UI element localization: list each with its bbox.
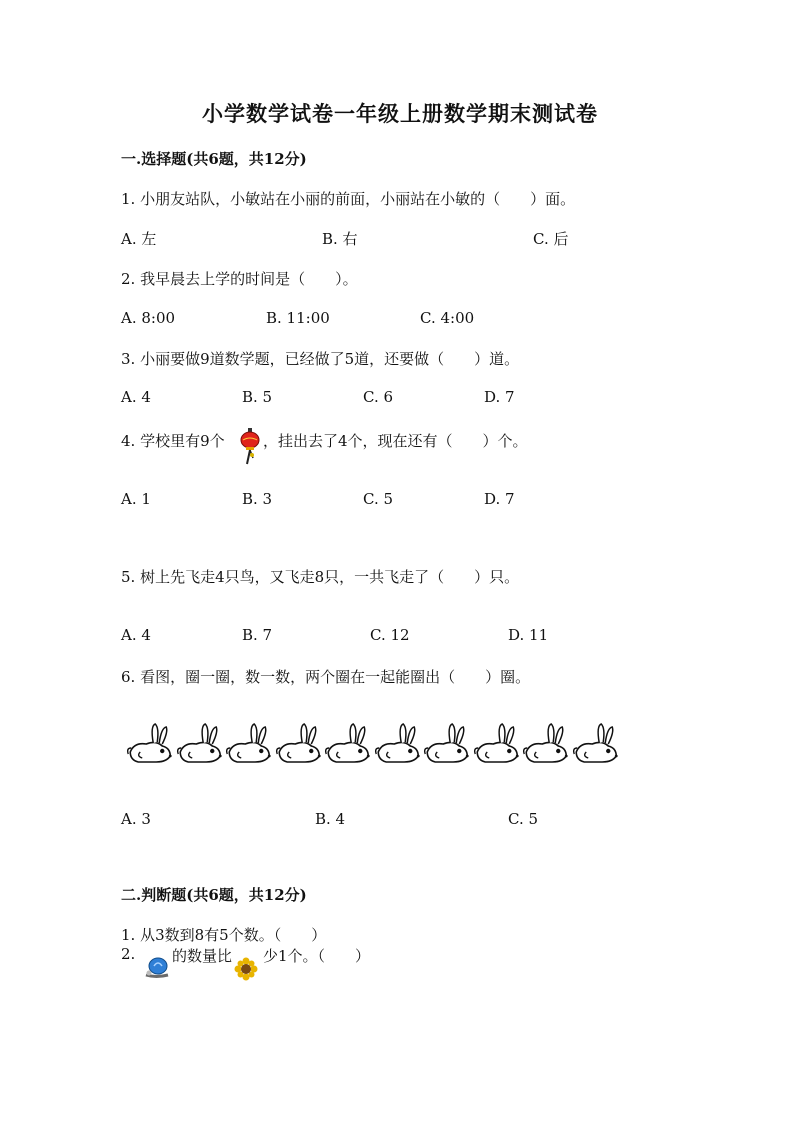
rabbit-icon bbox=[324, 718, 374, 766]
question-6-option-c[interactable]: C. 5 bbox=[508, 810, 539, 828]
judgment-2-end-text: 少1个。（ ） bbox=[263, 947, 371, 965]
question-2-text: 2. 我早晨去上学的时间是（ ）。 bbox=[121, 270, 358, 288]
question-6-option-b[interactable]: B. 4 bbox=[315, 810, 346, 828]
question-4-option-c[interactable]: C. 5 bbox=[363, 490, 394, 508]
question-3-option-a[interactable]: A. 4 bbox=[121, 388, 151, 406]
question-5-text: 5. 树上先飞走4只鸟，又飞走8只，一共飞走了（ ）只。 bbox=[121, 568, 520, 586]
question-1-option-b[interactable]: B. 右 bbox=[322, 230, 358, 248]
section-heading-judgment: 二.判断题(共6题，共12分) bbox=[121, 886, 307, 904]
question-1-text: 1. 小朋友站队，小敏站在小丽的前面，小丽站在小敏的（ ）面。 bbox=[121, 190, 576, 208]
judgment-1-text: 1. 从3数到8有5个数。（ ） bbox=[121, 926, 327, 944]
rabbit-picture-row bbox=[126, 718, 626, 766]
rabbit-icon bbox=[275, 718, 325, 766]
rabbit-icon bbox=[473, 718, 523, 766]
question-4-option-d[interactable]: D. 7 bbox=[484, 490, 515, 508]
section-heading-choice: 一.选择题(共6题，共12分) bbox=[121, 150, 307, 168]
question-4-option-a[interactable]: A. 1 bbox=[121, 490, 151, 508]
question-4-option-b[interactable]: B. 3 bbox=[242, 490, 273, 508]
question-3-option-d[interactable]: D. 7 bbox=[484, 388, 515, 406]
question-1-option-c[interactable]: C. 后 bbox=[533, 230, 569, 248]
page-title: 小学数学试卷一年级上册数学期末测试卷 bbox=[202, 101, 598, 126]
rabbit-icon bbox=[522, 718, 572, 766]
question-1-option-a[interactable]: A. 左 bbox=[121, 230, 157, 248]
question-2-option-b[interactable]: B. 11:00 bbox=[266, 309, 330, 327]
question-2-option-a[interactable]: A. 8:00 bbox=[121, 309, 176, 327]
snail-icon bbox=[144, 956, 170, 980]
rabbit-icon bbox=[176, 718, 226, 766]
sunflower-icon bbox=[233, 956, 259, 982]
judgment-2-number: 2. bbox=[121, 945, 136, 963]
rabbit-icon bbox=[572, 718, 622, 766]
rabbit-icon bbox=[423, 718, 473, 766]
question-5-option-d[interactable]: D. 11 bbox=[508, 626, 549, 644]
question-2-option-c[interactable]: C. 4:00 bbox=[420, 309, 475, 327]
lantern-icon bbox=[238, 428, 262, 468]
judgment-2-middle-text: 的数量比 bbox=[172, 947, 233, 965]
question-3-text: 3. 小丽要做9道数学题，已经做了5道，还要做（ ）道。 bbox=[121, 350, 520, 368]
rabbit-icon bbox=[225, 718, 275, 766]
question-6-text: 6. 看图，圈一圈，数一数，两个圈在一起能圈出（ ）圈。 bbox=[121, 668, 531, 686]
question-5-option-a[interactable]: A. 4 bbox=[121, 626, 151, 644]
question-4-text-after: ，挂出去了4个，现在还有（ ）个。 bbox=[263, 432, 528, 450]
rabbit-icon bbox=[374, 718, 424, 766]
question-6-option-a[interactable]: A. 3 bbox=[121, 810, 151, 828]
question-5-option-b[interactable]: B. 7 bbox=[242, 626, 273, 644]
question-3-option-b[interactable]: B. 5 bbox=[242, 388, 273, 406]
question-4-text-before: 4. 学校里有9个 bbox=[121, 432, 225, 450]
rabbit-icon bbox=[126, 718, 176, 766]
question-5-option-c[interactable]: C. 12 bbox=[370, 626, 410, 644]
question-3-option-c[interactable]: C. 6 bbox=[363, 388, 394, 406]
